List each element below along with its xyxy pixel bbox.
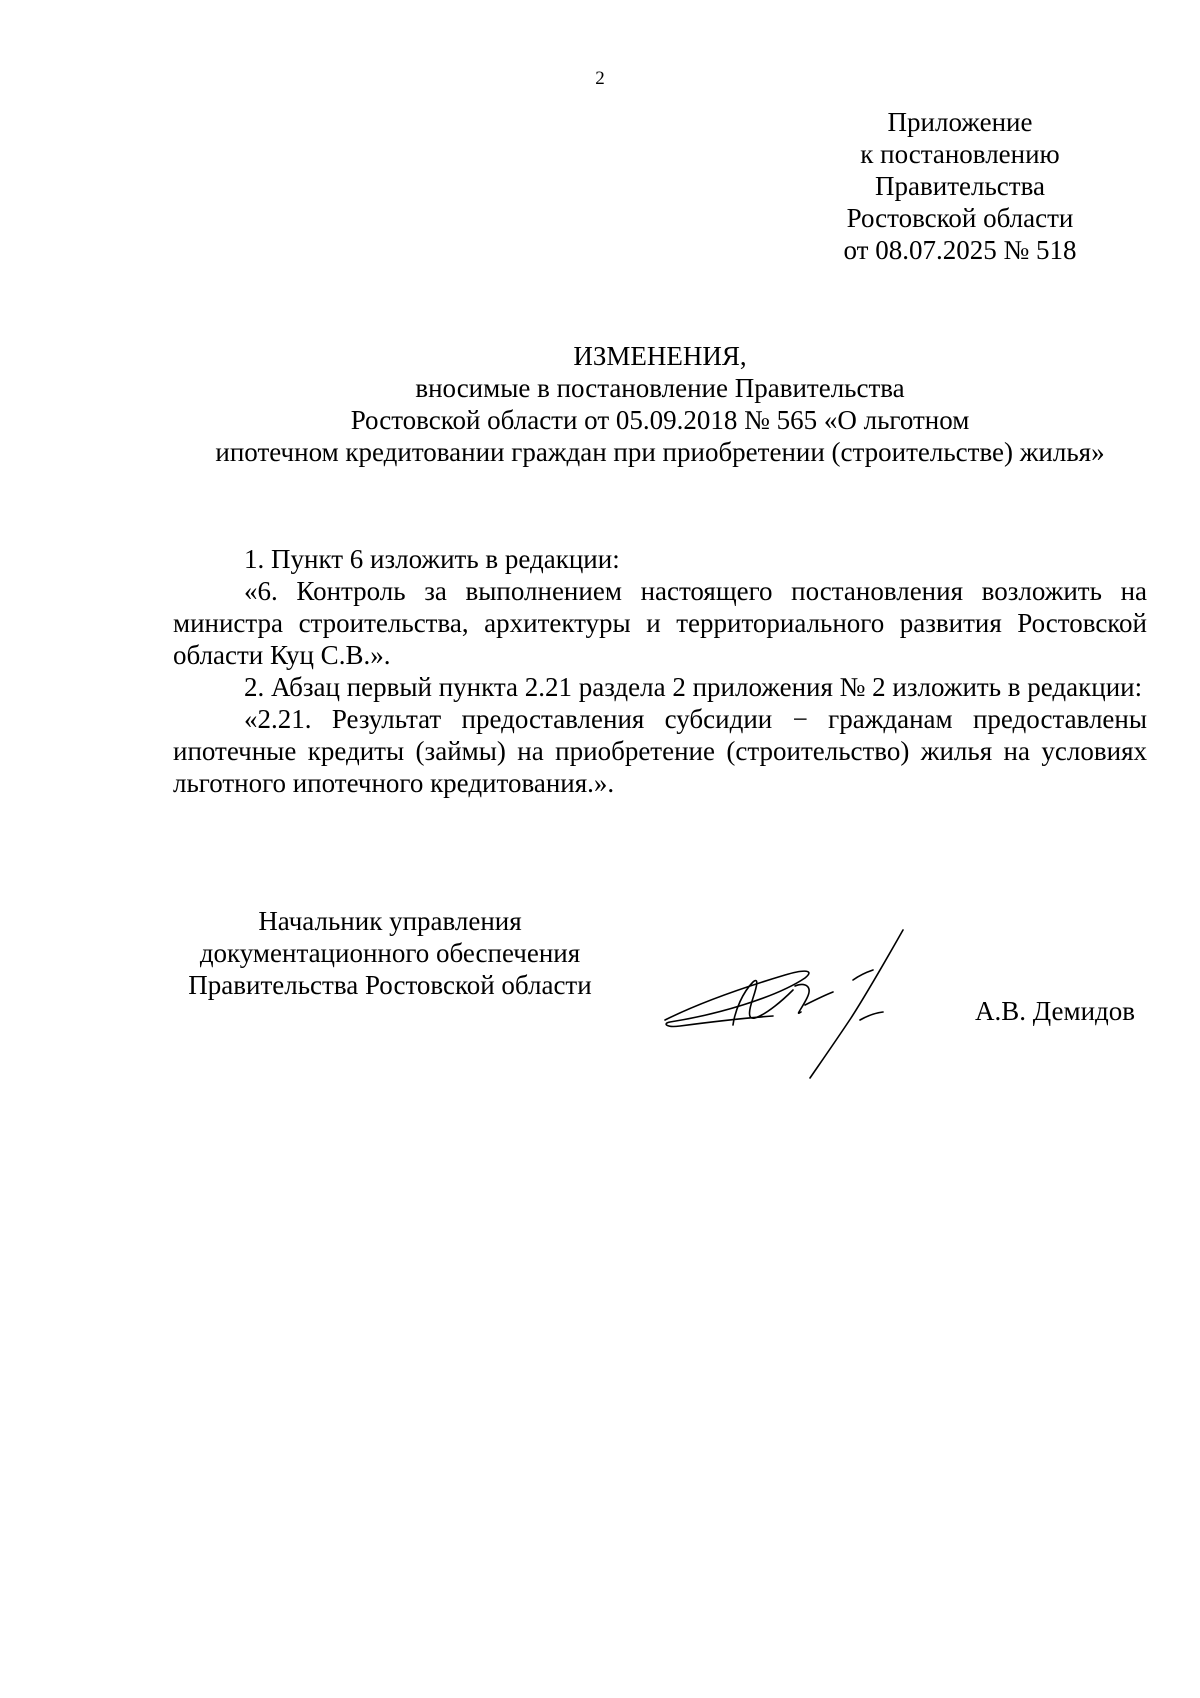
- body-paragraph: 1. Пункт 6 изложить в редакции:: [244, 544, 620, 574]
- signatory-name: А.В. Демидов: [975, 996, 1136, 1026]
- document-subtitle-line: вносимые в постановление Правительства: [415, 373, 905, 403]
- signatory-position-line: Начальник управления: [258, 906, 522, 936]
- appendix-line: Приложение: [887, 107, 1033, 137]
- appendix-line: от 08.07.2025 № 518: [843, 235, 1077, 265]
- body-paragraph: 2. Абзац первый пункта 2.21 раздела 2 приложения № 2 изложить в редакции:: [244, 672, 1143, 702]
- signatory-position-line: Правительства Ростовской области: [188, 970, 592, 1000]
- appendix-line: Правительства: [875, 171, 1045, 201]
- body-paragraph: «2.21. Результат предоставления субсидии − гражданам предоставлены ипотечные кредиты (займы) на приобретение (строительство) жилья на условиях льготного ипотечного кредитования.».: [173, 704, 1147, 798]
- appendix-line: к постановлению: [860, 139, 1060, 169]
- appendix-header: [760, 106, 1160, 266]
- appendix-line: Ростовской области: [846, 203, 1074, 233]
- document-body: [173, 543, 1147, 799]
- body-paragraph: «6. Контроль за выполнением настоящего постановления возложить на министра строительства, архитектуры и территориального развития Ростовской области Куц С.В.».: [173, 576, 1147, 670]
- document-title: ИЗМЕНЕНИЯ,: [573, 341, 747, 371]
- handwritten-signature: [655, 920, 945, 1080]
- document-subtitle-line: Ростовской области от 05.09.2018 № 565 «О льготном: [350, 405, 970, 435]
- document-subtitle-line: ипотечном кредитовании граждан при приобретении (строительстве) жилья»: [215, 437, 1105, 467]
- signatory-position-line: документационного обеспечения: [199, 938, 581, 968]
- signatory-position: [170, 905, 610, 1001]
- document-heading: [120, 340, 1200, 468]
- page-number: 2: [595, 68, 605, 89]
